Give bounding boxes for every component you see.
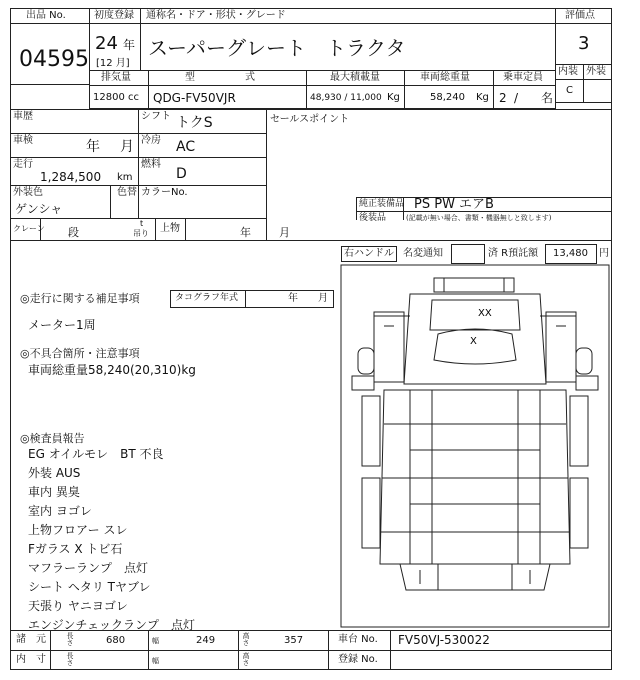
body-label: 上物 (160, 223, 180, 234)
recycle-label: 済 R預託額 (488, 248, 539, 259)
gross-weight: 58,240 (430, 92, 465, 103)
name-change-label: 名変通知 (403, 248, 443, 259)
driving-notes-title: ◎走行に関する補足事項 (20, 292, 140, 305)
inspector-line: エンジンチェックランプ 点灯 (28, 618, 196, 632)
first-reg-month: [12 月] (96, 58, 130, 69)
gross-weight-label: 車両総重量 (420, 72, 470, 83)
lot-no-label: 出品 No. (26, 10, 66, 21)
interior-grade: C (566, 85, 573, 96)
shift-label: シフト (141, 111, 171, 122)
inspection-year-unit: 年 (86, 139, 100, 155)
gross-weight-unit: Kg (476, 92, 489, 103)
exterior-label: 外装 (586, 66, 606, 77)
chassis-no: FV50VJ-530022 (398, 633, 490, 647)
inspector-title: ◎検査員報告 (20, 432, 85, 445)
first-reg-label: 初度登録 (94, 10, 134, 21)
color-code-label: カラーNo. (141, 187, 188, 198)
chassis-label: 車台 No. (338, 634, 378, 645)
inspector-line: 天張り ヤニヨゴレ (28, 599, 128, 613)
inspector-line: マフラーランプ 点灯 (28, 561, 149, 575)
rating-score: 3 (578, 33, 590, 54)
tacho-year-unit: 年 (288, 293, 298, 304)
displacement: 12800 (93, 92, 125, 103)
damage-mark-xx: XX (478, 308, 492, 319)
model-name: スーパーグレート トラクタ (148, 36, 406, 60)
body-month-unit: 月 (279, 226, 290, 239)
fuel-label: 燃料 (141, 159, 161, 170)
crane-ton-label: 吊り (133, 229, 149, 238)
crane-label: クレーン (13, 224, 45, 233)
inner-width-label: 幅 (152, 657, 159, 665)
aftermarket-note: (記載が無い場合、書類・機器無しと致します) (406, 214, 552, 222)
inspector-line: 室内 ヨゴレ (28, 504, 92, 518)
equipment-value: PS PW エアB (414, 197, 494, 212)
color-value: ゲンシャ (15, 202, 63, 216)
max-load: 48,930 / 11,000 (310, 93, 382, 103)
tachograph-label: タコグラフ年式 (175, 293, 239, 303)
defects-note: 車両総重量58,240(20,310)kg (28, 363, 196, 377)
model-code-label: 型 式 (185, 72, 255, 83)
inner-length-label: 長さ (66, 652, 74, 666)
first-reg-year: 24 (95, 33, 118, 54)
color-label: 外装色 (13, 187, 43, 198)
height-label: 高さ (242, 632, 250, 646)
recycle-unit: 円 (599, 248, 609, 259)
year-unit: 年 (123, 38, 136, 52)
spec-header-row (89, 70, 556, 86)
mileage-value: 1,284,500 (40, 170, 102, 184)
tacho-month-unit: 月 (318, 293, 328, 304)
aircon-value: AC (176, 139, 196, 155)
inspector-line: 車内 異臭 (28, 485, 80, 499)
equipment-label: 純正装備品 (359, 199, 405, 209)
inspector-line: EG オイルモレ BT 不良 (28, 447, 164, 461)
dims-label: 諸 元 (16, 634, 46, 645)
recycle-amount: 13,480 (553, 248, 588, 259)
defects-title: ◎不具合箇所・注意事項 (20, 347, 140, 360)
lot-no: 04595 (19, 47, 89, 72)
crane-ton-top: t (140, 219, 144, 228)
inspector-line: 外装 AUS (28, 466, 81, 480)
reg-no-label: 登録 No. (338, 654, 378, 665)
body-year-unit: 年 (240, 226, 251, 239)
capacity-unit: 名 (541, 91, 554, 105)
model-info-label: 通称名・ドア・形状・グレード (146, 10, 286, 21)
inner-dims-label: 内 寸 (16, 654, 46, 665)
shift-value: トクS (176, 115, 213, 131)
height-value: 357 (284, 635, 304, 646)
crane-stage-unit: 段 (68, 226, 79, 239)
inspection-label: 車検 (13, 135, 33, 146)
capacity: 2 (499, 91, 507, 105)
mileage-unit: km (117, 172, 133, 183)
capacity-label: 乗車定員 (503, 72, 543, 83)
aircon-label: 冷房 (141, 135, 161, 146)
displacement-unit: cc (128, 92, 139, 103)
inspector-line: シート ヘタリ Tヤブレ (28, 580, 151, 594)
sales-point-label: セールスポイント (270, 114, 350, 125)
aftermarket-label: 後装品 (359, 213, 387, 223)
inspector-line: Fガラス X トビ石 (28, 542, 123, 556)
length-label: 長さ (66, 632, 74, 646)
model-code: QDG-FV50VJR (153, 91, 236, 105)
history-label: 車歴 (13, 111, 33, 122)
width-label: 幅 (152, 637, 159, 645)
rating-label: 評価点 (565, 10, 595, 21)
capacity-sep: / (514, 91, 519, 105)
driving-note: メーター1周 (28, 318, 96, 332)
width-value: 249 (196, 635, 216, 646)
name-change-box (451, 244, 485, 264)
inner-height-label: 高さ (242, 652, 250, 666)
max-load-label: 最大積載量 (330, 72, 380, 83)
damage-mark-x: X (470, 336, 477, 347)
mileage-label: 走行 (13, 159, 33, 170)
steering-value: 右ハンドル (344, 248, 394, 259)
inspector-line: 上物フロアー スレ (28, 523, 128, 537)
inspection-month-unit: 月 (120, 139, 134, 155)
interior-label: 内装 (558, 66, 578, 77)
fuel-value: D (176, 166, 187, 182)
displacement-label: 排気量 (101, 72, 131, 83)
exterior-grade-box (583, 79, 612, 103)
max-load-unit: Kg (387, 92, 400, 103)
length-value: 680 (106, 635, 126, 646)
color-change-label: 色替 (117, 187, 137, 198)
truck-body-diagram (340, 264, 610, 629)
